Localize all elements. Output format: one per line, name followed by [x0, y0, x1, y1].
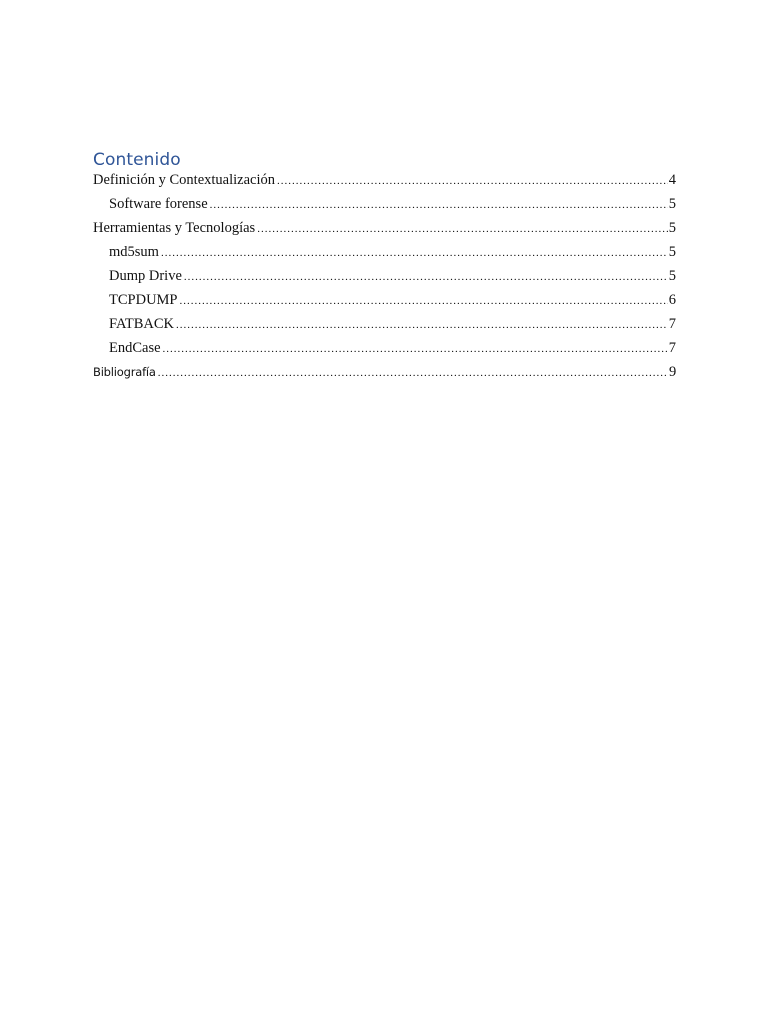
toc-page-number: 9	[668, 364, 676, 380]
toc-entry-tcpdump[interactable]	[93, 292, 676, 316]
toc-page-number: 7	[668, 316, 676, 332]
toc-entry-title: Bibliografía	[93, 365, 156, 379]
toc-entry-title: Definición y Contextualización	[93, 172, 276, 188]
toc-dot-leader	[158, 367, 668, 379]
toc-entry-title: Herramientas y Tecnologías	[93, 220, 256, 236]
toc-entry-bibliografia[interactable]	[93, 364, 676, 388]
toc-entry-definicion[interactable]	[93, 172, 676, 196]
toc-entry-title: FATBACK	[109, 316, 174, 332]
toc-entry-endcase[interactable]	[93, 340, 676, 364]
toc-entry-dump-drive[interactable]	[93, 268, 676, 292]
toc-entry-title: EndCase	[109, 340, 161, 356]
toc-dot-leader	[176, 319, 668, 331]
toc-entry-title: md5sum	[109, 244, 159, 260]
toc-entry-md5sum[interactable]	[93, 244, 676, 268]
toc-entry-title: TCPDUMP	[109, 292, 178, 308]
toc-dot-leader	[184, 271, 668, 283]
toc-entry-herramientas[interactable]	[93, 220, 676, 244]
toc-entry-fatback[interactable]	[93, 316, 676, 340]
toc-heading: Contenido	[93, 150, 181, 170]
toc-page-number: 5	[668, 196, 676, 212]
toc-page-number: 5	[668, 244, 676, 260]
table-of-contents	[93, 172, 676, 388]
toc-entry-software-forense[interactable]	[93, 196, 676, 220]
toc-page-number: 5	[668, 268, 676, 284]
toc-page-number: 6	[668, 292, 676, 308]
toc-dot-leader	[163, 343, 668, 355]
toc-page-number: 7	[668, 340, 676, 356]
toc-dot-leader	[277, 175, 668, 187]
toc-page-number: 4	[668, 172, 676, 188]
toc-page-number: 5	[668, 220, 676, 236]
toc-dot-leader	[257, 223, 668, 235]
toc-dot-leader	[161, 247, 668, 259]
toc-dot-leader	[180, 295, 668, 307]
toc-entry-title: Software forense	[109, 196, 208, 212]
toc-dot-leader	[210, 199, 668, 211]
toc-entry-title: Dump Drive	[109, 268, 182, 284]
